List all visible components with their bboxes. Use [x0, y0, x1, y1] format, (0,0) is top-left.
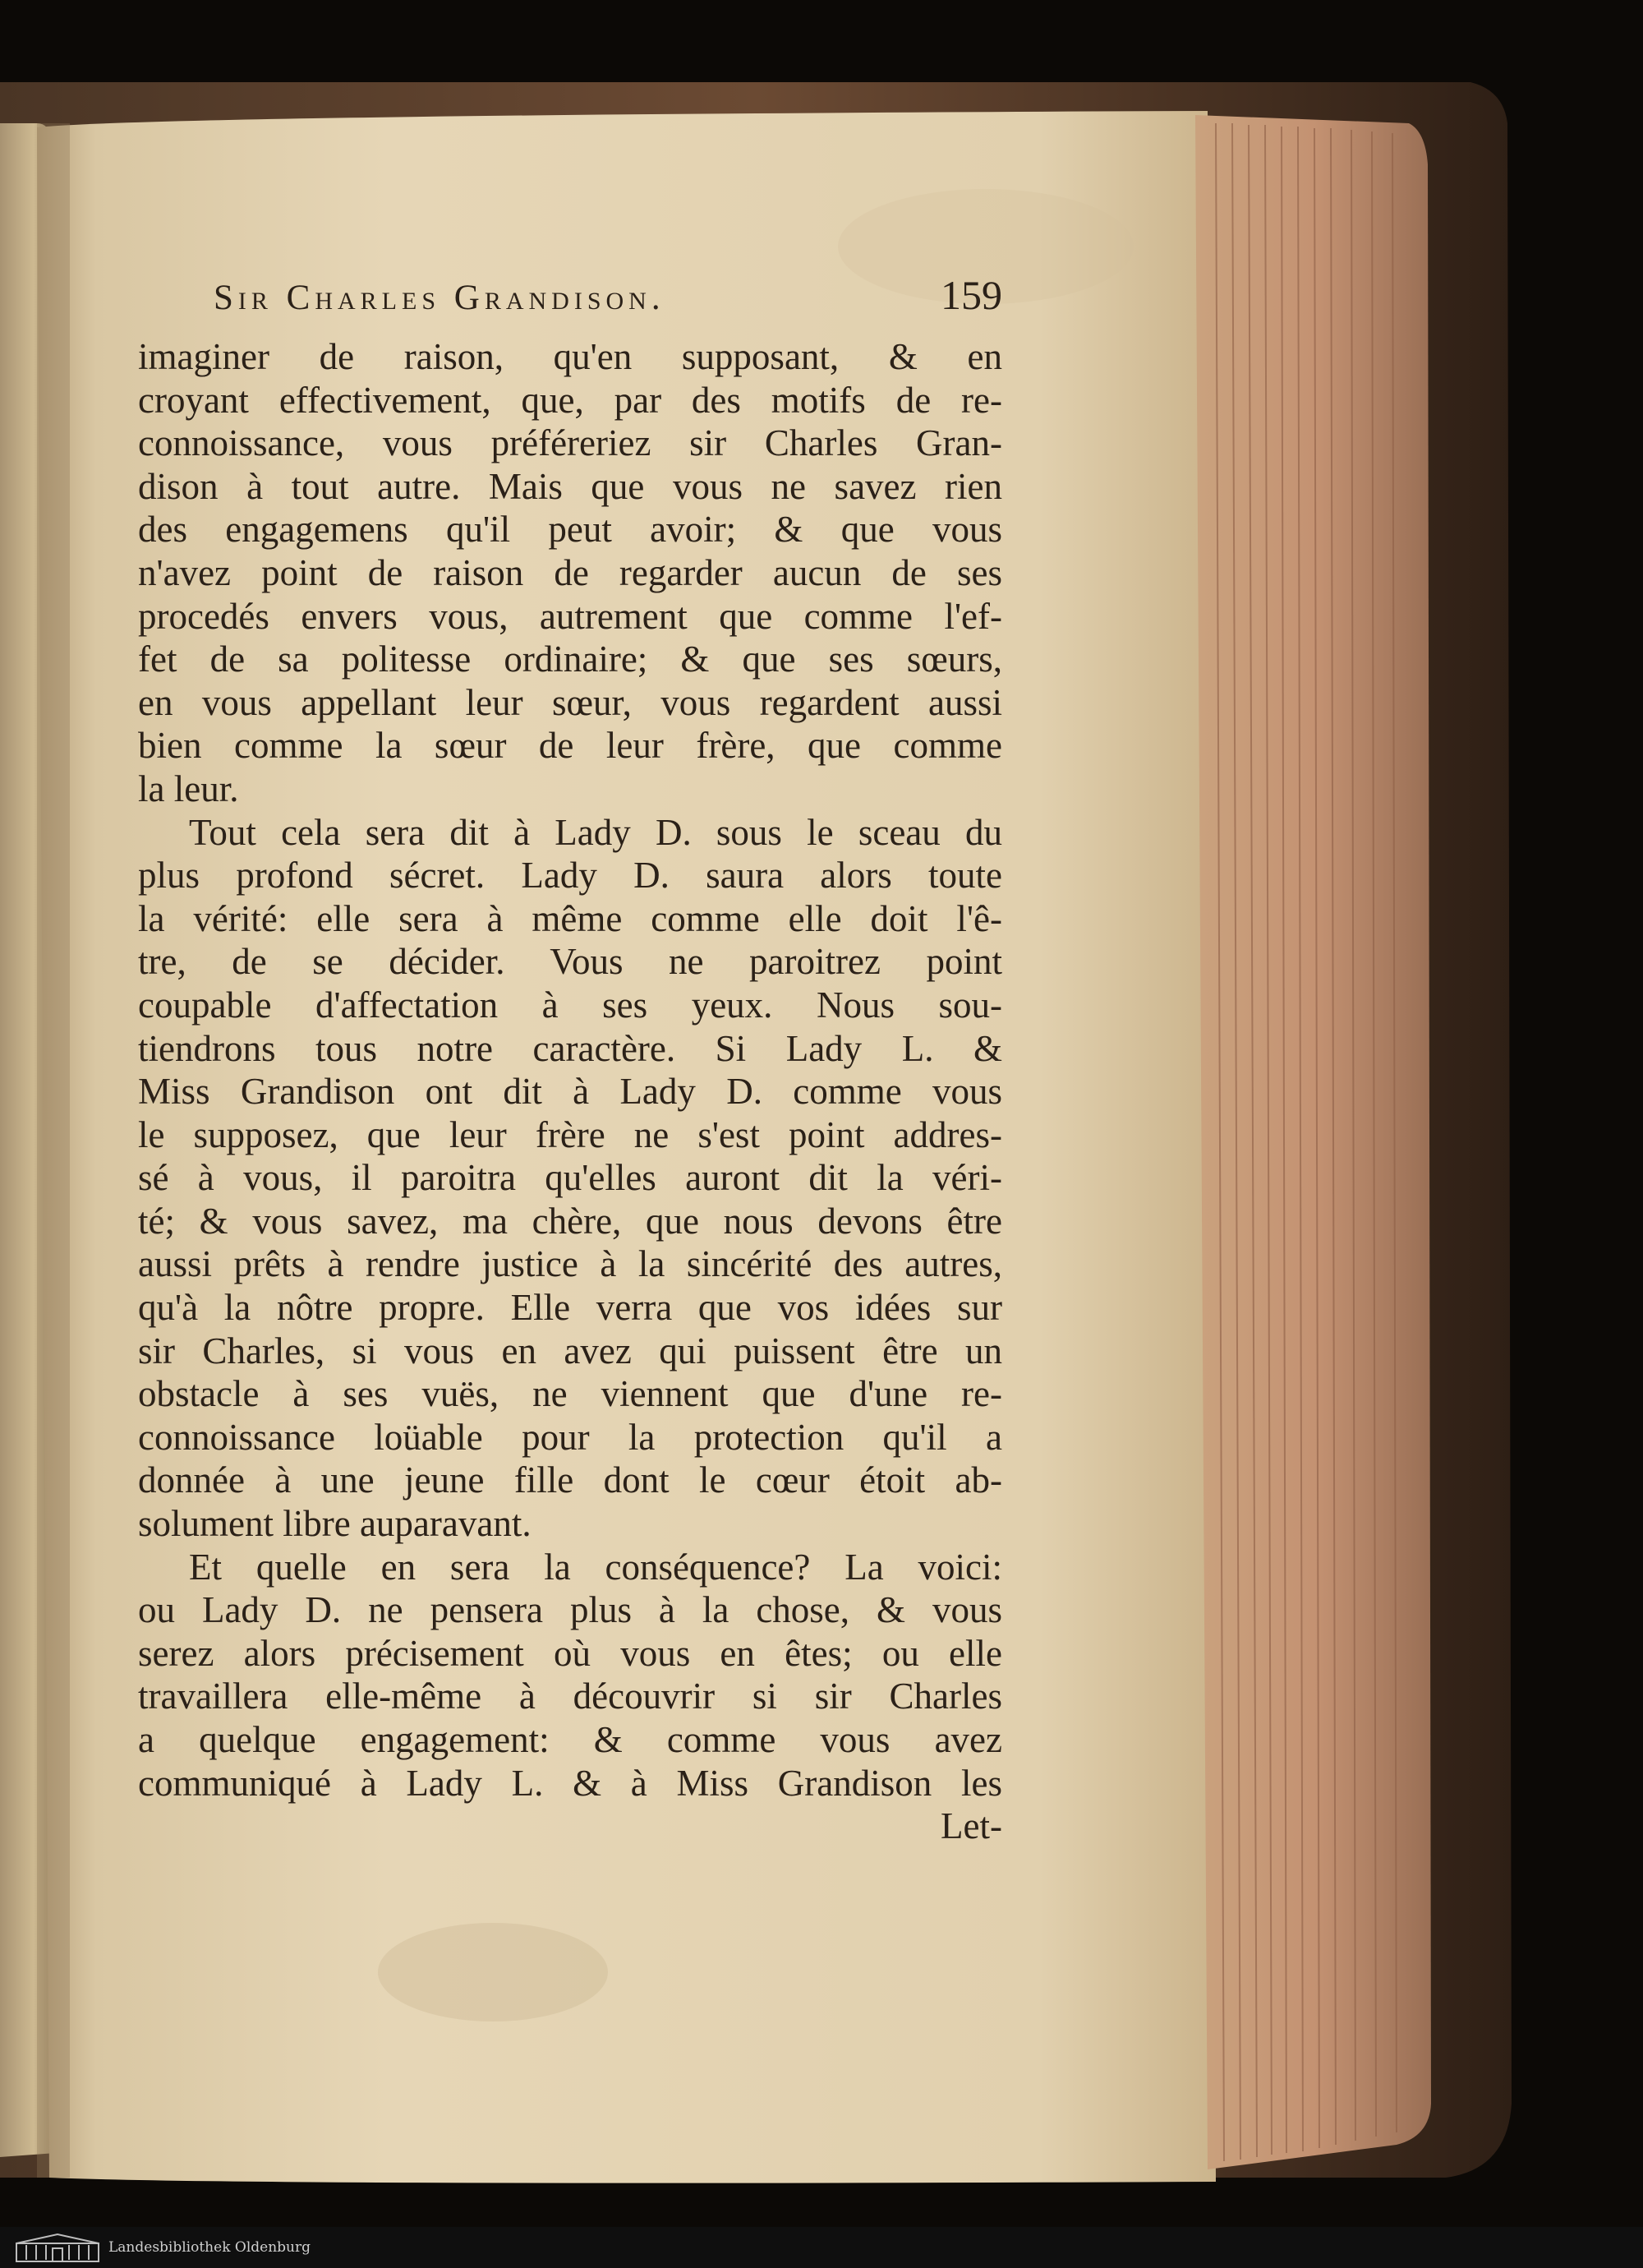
- text-line: obstacle à ses vuës, ne viennent que d'une re-: [138, 1373, 1002, 1415]
- text-line: imaginer de raison, qu'en supposant, & en: [138, 336, 1002, 377]
- text-line: le supposez, que leur frère ne s'est point addres-: [138, 1113, 1002, 1155]
- catchword: Let-: [941, 1805, 1002, 1847]
- text-line: sir Charles, si vous en avez qui puissent être un: [138, 1330, 1002, 1371]
- text-line: qu'à la nôtre propre. Elle verra que vos idées sur: [138, 1287, 1002, 1329]
- text-line: n'avez point de raison de regarder aucun de ses: [138, 551, 1002, 593]
- text-line: bien comme la sœur de leur frère, que comme: [138, 725, 1002, 767]
- text-line: ou Lady D. ne pensera plus à la chose, & vous: [138, 1589, 1002, 1631]
- text-line: aussi prêts à rendre justice à la sincérité des autres,: [138, 1243, 1002, 1285]
- text-line: fet de sa politesse ordinaire; & que ses sœurs,: [138, 638, 1002, 680]
- library-building-icon: [15, 2232, 100, 2263]
- text-line: en vous appellant leur sœur, vous regardent aussi: [138, 681, 1002, 723]
- text-line: sé à vous, il paroitra qu'elles auront dit la véri-: [138, 1157, 1002, 1199]
- body-text: [138, 335, 1002, 1852]
- text-line: tiendrons tous notre caractère. Si Lady L. &: [138, 1027, 1002, 1069]
- footer-bar: [0, 2227, 1643, 2268]
- running-title: Sir Charles Grandison.: [214, 279, 665, 317]
- text-line: communiqué à Lady L. & à Miss Grandison les: [138, 1762, 1002, 1804]
- page-text: [138, 271, 1002, 1852]
- text-line: dison à tout autre. Mais que vous ne savez rien: [138, 465, 1002, 507]
- text-line: travaillera elle-même à découvrir si sir Charles: [138, 1676, 1002, 1717]
- text-line: a quelque engagement: & comme vous avez: [138, 1719, 1002, 1760]
- text-line: Et quelle en sera la conséquence? La voici:: [189, 1546, 1002, 1588]
- text-line: procedés envers vous, autrement que comme l'ef-: [138, 595, 1002, 637]
- text-line: serez alors précisement où vous en êtes; ou elle: [138, 1632, 1002, 1674]
- text-line: donnée à une jeune fille dont le cœur étoit ab-: [138, 1459, 1002, 1501]
- text-line: la leur.: [138, 768, 239, 809]
- text-line: Tout cela sera dit à Lady D. sous le sceau du: [189, 811, 1002, 853]
- text-line: coupable d'affectation à ses yeux. Nous sou-: [138, 984, 1002, 1026]
- running-head: [214, 271, 1002, 335]
- text-line: connoissance loüable pour la protection qu'il a: [138, 1416, 1002, 1458]
- text-line: croyant effectivement, que, par des motifs de re-: [138, 379, 1002, 421]
- text-line: té; & vous savez, ma chère, que nous devons être: [138, 1200, 1002, 1242]
- text-line: tre, de se décider. Vous ne paroitrez point: [138, 941, 1002, 983]
- text-line: connoissance, vous préféreriez sir Charles Gran-: [138, 422, 1002, 464]
- text-line: plus profond sécret. Lady D. saura alors toute: [138, 855, 1002, 897]
- text-line: des engagemens qu'il peut avoir; & que vous: [138, 509, 1002, 551]
- text-line: la vérité: elle sera à même comme elle doit l'ê-: [138, 897, 1002, 939]
- text-line: Miss Grandison ont dit à Lady D. comme vous: [138, 1071, 1002, 1113]
- text-line: solument libre auparavant.: [138, 1503, 532, 1545]
- library-name: Landesbibliothek Oldenburg: [108, 2239, 311, 2256]
- page-number: 159: [941, 272, 1002, 318]
